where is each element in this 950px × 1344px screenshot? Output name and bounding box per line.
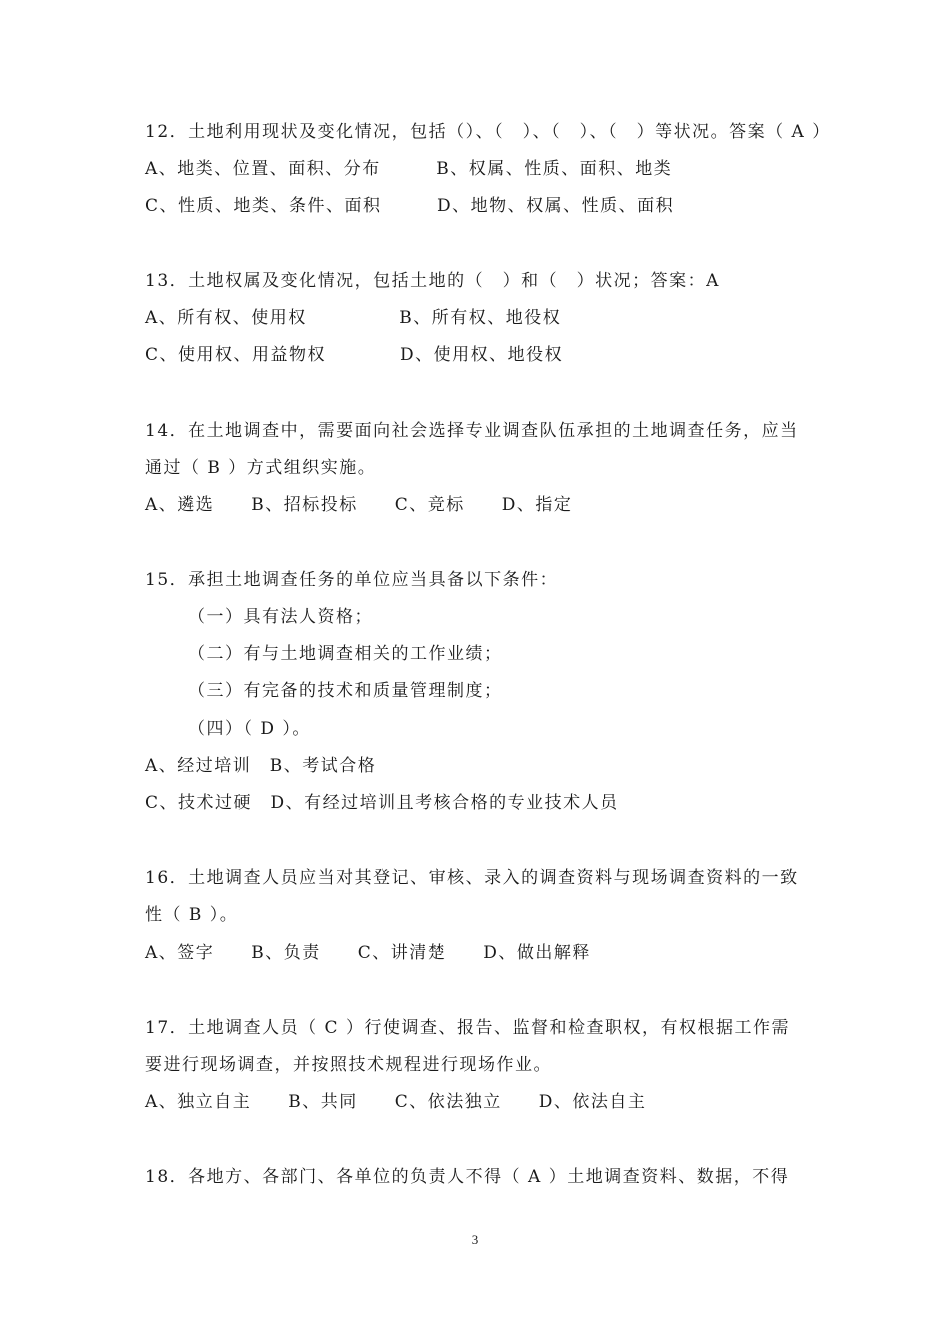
question-18-stem: 18．各地方、各部门、各单位的负责人不得（ A ）土地调查资料、数据，不得	[145, 1167, 790, 1187]
question-16-stem-line-1: 16．土地调查人员应当对其登记、审核、录入的调查资料与现场调查资料的一致	[145, 868, 799, 888]
question-15-condition-1: （一）具有法人资格；	[188, 607, 373, 627]
question-15-option-cd: C、技术过硬 D、有经过培训且考核合格的专业技术人员	[145, 793, 619, 813]
question-12-option-cd: C、性质、地类、条件、面积 D、地物、权属、性质、面积	[145, 196, 675, 216]
question-15-stem: 15．承担土地调查任务的单位应当具备以下条件：	[145, 570, 559, 590]
question-15-condition-3: （三）有完备的技术和质量管理制度；	[188, 681, 503, 701]
question-14-stem-line-2: 通过（ B ）方式组织实施。	[145, 458, 377, 478]
question-17-stem-line-2: 要进行现场调查，并按照技术规程进行现场作业。	[145, 1055, 552, 1075]
question-12-stem: 12．土地利用现状及变化情况，包括（）、（ ）、（ ）、（ ）等状况。答案（ A ）	[145, 122, 831, 142]
question-16-stem-line-2: 性（ B ）。	[145, 905, 239, 925]
question-13-stem: 13．土地权属及变化情况，包括土地的（ ）和（ ）状况；答案：A	[145, 271, 720, 291]
question-15-option-ab: A、经过培训 B、考试合格	[145, 756, 377, 776]
question-16-options: A、签字 B、负责 C、讲清楚 D、做出解释	[145, 943, 591, 963]
question-13-option-ab: A、所有权、使用权 B、所有权、地役权	[145, 308, 562, 328]
page-number: 3	[471, 1232, 479, 1247]
question-15-condition-4: （四）（ D ）。	[188, 719, 311, 739]
question-12-option-ab: A、地类、位置、面积、分布 B、权属、性质、面积、地类	[145, 159, 673, 179]
question-13-option-cd: C、使用权、用益物权 D、使用权、地役权	[145, 345, 564, 365]
question-17-options: A、独立自主 B、共同 C、依法独立 D、依法自主	[145, 1092, 647, 1112]
question-14-options: A、遴选 B、招标投标 C、竞标 D、指定	[145, 495, 573, 515]
question-15-condition-2: （二）有与土地调查相关的工作业绩；	[188, 644, 503, 664]
question-14-stem-line-1: 14．在土地调查中，需要面向社会选择专业调查队伍承担的土地调查任务，应当	[145, 421, 799, 441]
question-17-stem-line-1: 17．土地调查人员（ C ）行使调查、报告、监督和检查职权，有权根据工作需	[145, 1018, 790, 1038]
